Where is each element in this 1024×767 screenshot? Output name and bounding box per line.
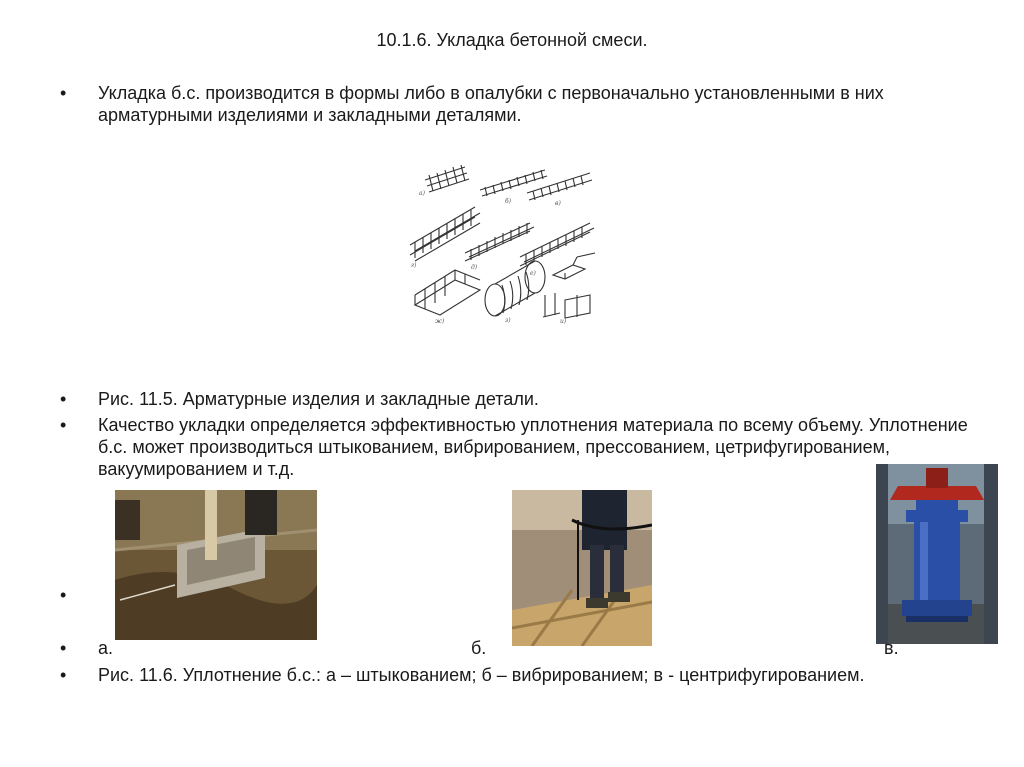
spiral-cage-h bbox=[485, 261, 545, 316]
photo-centrifuge bbox=[876, 464, 998, 644]
rebar-products-figure bbox=[405, 145, 605, 325]
bullet-text-quality: Качество укладки определяется эффективностью уплотнения материала по всему объему. Уплотнение б.с. может производиться штыкованием, вибрированием, прессованием, цетрифугированием, вакуумированием и т.д. bbox=[98, 415, 968, 479]
bullet-marker: • bbox=[60, 665, 67, 685]
bullet-marker: • bbox=[60, 83, 67, 103]
mesh-a bbox=[425, 165, 469, 192]
label-i: и) bbox=[560, 318, 567, 325]
mesh-b bbox=[480, 170, 547, 196]
bullet-text-fig-11-6: Рис. 11.6. Уплотнение б.с.: а – штыкованием; б – вибрированием; в - центрифугированием. bbox=[98, 665, 865, 685]
bullet-text-placement: Укладка б.с. производится в формы либо в опалубки с первоначально установленными в них арматурными изделиями и закладными деталями. bbox=[98, 83, 884, 125]
label-g: ж) bbox=[435, 318, 445, 325]
label-a: а) bbox=[419, 190, 425, 197]
label-b: б) bbox=[505, 198, 512, 205]
photo-rodding bbox=[115, 490, 317, 640]
cage-d bbox=[410, 207, 480, 261]
photo-label-b: б. bbox=[471, 638, 487, 658]
label-f: е) bbox=[530, 270, 536, 277]
bullet-marker: • bbox=[60, 389, 67, 409]
mesh-c bbox=[527, 173, 592, 200]
label-d: г) bbox=[411, 262, 417, 269]
bullet-marker: • bbox=[60, 415, 67, 435]
label-c: в) bbox=[555, 200, 561, 207]
photo-label-a: а. bbox=[98, 638, 114, 658]
embedded-parts-i bbox=[543, 253, 595, 318]
photo-vibrating bbox=[512, 490, 652, 646]
bullet-marker: • bbox=[60, 638, 67, 658]
slide-title: 10.1.6. Укладка бетонной смеси. bbox=[376, 30, 648, 50]
cage-f bbox=[520, 223, 594, 266]
cage-g bbox=[415, 270, 480, 315]
photo-label-c: в. bbox=[884, 638, 899, 658]
bullet-marker: • bbox=[60, 585, 67, 605]
label-e: д) bbox=[471, 264, 478, 271]
label-h: з) bbox=[505, 317, 511, 324]
bullet-text-fig-11-5: Рис. 11.5. Арматурные изделия и закладные детали. bbox=[98, 389, 539, 409]
